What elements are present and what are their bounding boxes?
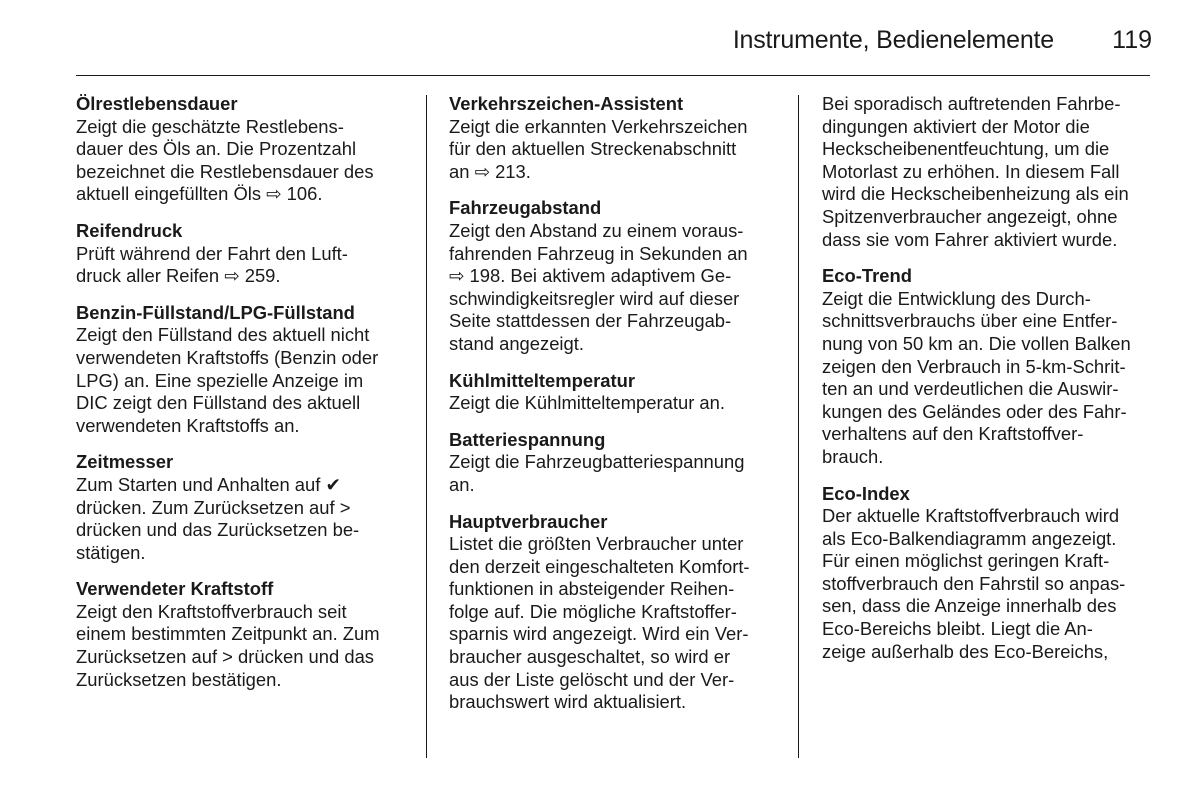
body-text-line: für den aktuellen Streckenabschnitt <box>449 138 737 160</box>
section <box>76 451 410 564</box>
body-text-line: Der aktuelle Kraftstoffverbrauch wird <box>822 505 1120 527</box>
body-text-line: ⇨ 198. Bei aktivem adaptivem Ge- <box>449 265 732 287</box>
body-text-line: aktuell eingefüllten Öls ⇨ 106. <box>76 183 323 205</box>
body-text-line: Heckscheibenentfeuchtung, um die <box>822 138 1110 160</box>
section-heading: Eco-Trend <box>822 265 912 287</box>
body-text-line: bezeichnet die Restlebensdauer des <box>76 160 374 182</box>
text-column-2 <box>449 93 785 728</box>
section <box>76 578 410 691</box>
body-text-line: Listet die größten Verbraucher unter <box>449 533 744 555</box>
section <box>822 483 1154 664</box>
section-heading: Fahrzeugabstand <box>449 197 602 219</box>
body-text-line: Seite stattdessen der Fahrzeugab- <box>449 310 732 332</box>
column-divider-1 <box>426 95 427 758</box>
body-text-line: wird die Heckscheibenheizung als ein <box>822 183 1129 205</box>
body-text-line: brauch. <box>822 445 884 467</box>
body-text-line: zeige außerhalb des Eco-Bereichs, <box>822 640 1109 662</box>
body-text-line: Zeigt die Kühlmitteltemperatur an. <box>449 392 725 414</box>
section-heading: Verwendeter Kraftstoff <box>76 578 274 600</box>
body-text-line: den derzeit eingeschalteten Komfort- <box>449 555 750 577</box>
text-column-1 <box>76 93 410 705</box>
section-heading: Eco-Index <box>822 482 910 504</box>
body-text-line: druck aller Reifen ⇨ 259. <box>76 265 281 287</box>
section-heading: Benzin-Füllstand/LPG-Füllstand <box>76 301 355 323</box>
body-text-line: dass sie vom Fahrer aktiviert wurde. <box>822 228 1118 250</box>
section <box>76 302 410 438</box>
text-column-3 <box>822 93 1154 677</box>
section-heading: Reifendruck <box>76 219 183 241</box>
section <box>449 93 785 183</box>
section-heading: Kühlmitteltemperatur <box>449 369 635 391</box>
body-text-line: fahrenden Fahrzeug in Sekunden an <box>449 242 748 264</box>
body-text-line: LPG) an. Eine spezielle Anzeige im <box>76 369 364 391</box>
body-text-line: Zurücksetzen auf > drücken und das <box>76 646 375 668</box>
body-text-line: verwendeten Kraftstoffs an. <box>76 414 300 436</box>
body-text-line: Zum Starten und Anhalten auf ✔ <box>76 473 341 495</box>
body-text-line: Zeigt die erkannten Verkehrszeichen <box>449 115 748 137</box>
body-text-line: brauchswert wird aktualisiert. <box>449 691 687 713</box>
body-text-line: schnittsverbrauchs über eine Entfer- <box>822 310 1118 332</box>
body-text-line: folge auf. Die mögliche Kraftstoffer- <box>449 600 737 622</box>
body-text-line: dauer des Öls an. Die Prozentzahl <box>76 138 357 160</box>
body-text-line: Zeigt die Entwicklung des Durch- <box>822 287 1091 309</box>
body-text-line: Prüft während der Fahrt den Luft- <box>76 242 348 264</box>
body-text-line: einem bestimmten Zeitpunkt an. Zum <box>76 623 380 645</box>
body-text-line: verwendeten Kraftstoffs (Benzin oder <box>76 346 379 368</box>
body-text-line: aus der Liste gelöscht und der Ver- <box>449 668 735 690</box>
section-heading: Zeitmesser <box>76 451 174 473</box>
body-text-line: an. <box>449 473 475 495</box>
page-header-title: Instrumente, Bedienelemente <box>732 26 1054 54</box>
body-text-line: zeigen den Verbrauch in 5-km-Schrit- <box>822 355 1126 377</box>
body-text-line: sen, dass die Anzeige innerhalb des <box>822 595 1117 617</box>
body-text-line: Zeigt den Kraftstoffverbrauch seit <box>76 600 347 622</box>
section <box>822 265 1154 468</box>
body-text-line: Spitzenverbraucher angezeigt, ohne <box>822 205 1118 227</box>
body-text-line: Zurücksetzen bestätigen. <box>76 668 282 690</box>
body-text-line: verhaltens auf den Kraftstoffver- <box>822 423 1084 445</box>
section <box>449 370 785 415</box>
body-text-line: sparnis wird angezeigt. Wird ein Ver- <box>449 623 749 645</box>
body-text-line: dingungen aktiviert der Motor die <box>822 115 1090 137</box>
section-heading: Batteriespannung <box>449 428 606 450</box>
body-text-line: schwindigkeitsregler wird auf dieser <box>449 287 740 309</box>
body-text-line: funktionen in absteigender Reihen- <box>449 578 735 600</box>
body-text-line: Zeigt die Fahrzeugbatteriespannung <box>449 451 745 473</box>
page-number: 119 <box>1112 26 1152 54</box>
section <box>449 197 785 355</box>
body-text-line: ten an und verdeutlichen die Auswir- <box>822 378 1119 400</box>
body-text-line: stand angezeigt. <box>449 332 584 354</box>
body-text-line: drücken und das Zurücksetzen be- <box>76 519 360 541</box>
section <box>449 511 785 714</box>
section-heading: Ölrestlebensdauer <box>76 93 238 114</box>
section <box>822 93 1154 251</box>
body-text-line: Zeigt den Füllstand des aktuell nicht <box>76 324 370 346</box>
section-heading: Hauptverbraucher <box>449 510 608 532</box>
body-text-line: drücken. Zum Zurücksetzen auf > <box>76 496 351 518</box>
body-text-line: als Eco-Balkendiagramm angezeigt. <box>822 527 1117 549</box>
body-text-line: stoffverbrauch den Fahrstil so anpas- <box>822 572 1126 594</box>
column-divider-2 <box>798 95 799 758</box>
body-text-line: Motorlast zu erhöhen. In diesem Fall <box>822 160 1120 182</box>
body-text-line: stätigen. <box>76 541 146 563</box>
section <box>449 429 785 497</box>
body-text-line: Eco-Bereichs bleibt. Liegt die An- <box>822 618 1093 640</box>
body-text-line: nung von 50 km an. Die vollen Balken <box>822 332 1131 354</box>
body-text-line: Zeigt die geschätzte Restlebens- <box>76 115 344 137</box>
section <box>76 93 410 206</box>
body-text-line: Bei sporadisch auftretenden Fahrbe- <box>822 93 1121 114</box>
body-text-line: Für einen möglichst geringen Kraft- <box>822 550 1110 572</box>
body-text-line: DIC zeigt den Füllstand des aktuell <box>76 392 361 414</box>
body-text-line: an ⇨ 213. <box>449 160 531 182</box>
body-text-line: braucher ausgeschaltet, so wird er <box>449 646 731 668</box>
section <box>76 220 410 288</box>
body-text-line: kungen des Geländes oder des Fahr- <box>822 400 1127 422</box>
header-divider <box>76 75 1150 76</box>
body-text-line: Zeigt den Abstand zu einem voraus- <box>449 219 744 241</box>
section-heading: Verkehrszeichen-Assistent <box>449 93 684 114</box>
